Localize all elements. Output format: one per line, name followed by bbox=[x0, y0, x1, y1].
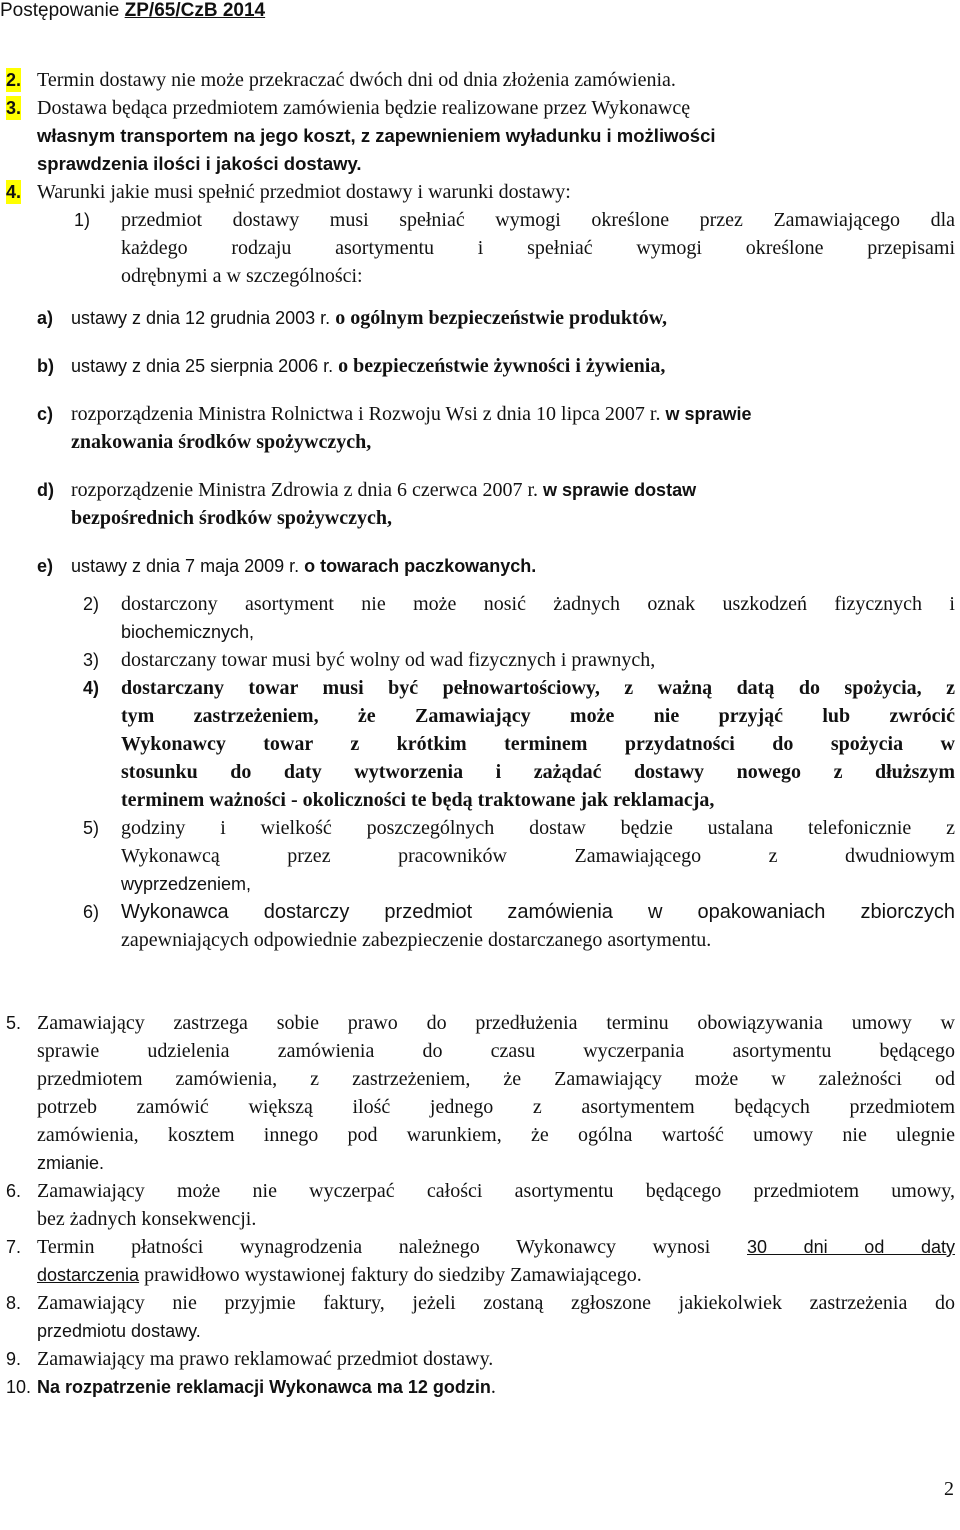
item-3-line-1: Dostawa będąca przedmiotem zamówienia będzie realizowane przez Wykonawcę bbox=[37, 97, 691, 119]
item-10-number: 10. bbox=[6, 1377, 32, 1397]
act-c-title-start: w sprawie bbox=[665, 404, 752, 424]
sub-4-line-5: terminem ważności - okoliczności te będą traktowane jak reklamacja, bbox=[121, 789, 715, 811]
sub-6-line-2: zapewniających odpowiednie zabezpieczenie dostarczanego asortymentu. bbox=[121, 929, 712, 951]
sub-4-line-4: stosunku do daty wytworzenia i zażądać dostawy nowego z dłuższym bbox=[121, 761, 955, 783]
sub-2-number: 2) bbox=[83, 594, 100, 614]
item-6-line-2: bez żadnych konsekwencji. bbox=[37, 1208, 257, 1230]
item-7-number: 7. bbox=[6, 1237, 22, 1257]
item-8-line-1: Zamawiający nie przyjmie faktury, jeżeli zostaną zgłoszone jakiekolwiek zastrzeżenia do bbox=[37, 1292, 955, 1314]
sub-3-number: 3) bbox=[83, 650, 100, 670]
act-e-title: o towarach paczkowanych. bbox=[304, 556, 537, 576]
item-5-line-4: potrzeb zamówić większą ilość jednego z asortymentem będących przedmiotem bbox=[37, 1096, 955, 1118]
payment-term-delivery: dostarczenia bbox=[37, 1265, 140, 1285]
item-5-line-2: sprawie udzielenia zamówienia do czasu wyczerpania asortymentu będącego bbox=[37, 1040, 955, 1062]
act-c-letter: c) bbox=[37, 404, 54, 424]
payment-term-days: 30 dni od daty bbox=[747, 1237, 955, 1257]
act-e-letter: e) bbox=[37, 556, 54, 576]
document-header bbox=[0, 0, 265, 22]
item-2-number: 2. bbox=[6, 70, 22, 90]
sub-2-line-1: dostarczony asortyment nie może nosić żadnych oznak uszkodzeń fizycznych i bbox=[121, 593, 955, 615]
page-number: 2 bbox=[944, 1478, 954, 1500]
item-6-number: 6. bbox=[6, 1181, 22, 1201]
sub-5-line-1: godziny i wielkość poszczególnych dostaw będzie ustalana telefonicznie z bbox=[121, 817, 955, 839]
sub-1-line-3: odrębnymi a w szczególności: bbox=[121, 265, 363, 287]
item-5-line-5: zamówienia, kosztem innego pod warunkiem, że ogólna wartość umowy nie ulegnie bbox=[37, 1124, 955, 1146]
act-d-citation: rozporządzenie Ministra Zdrowia z dnia 6 czerwca 2007 r. bbox=[71, 479, 544, 501]
act-b-letter: b) bbox=[37, 356, 54, 376]
item-8-number: 8. bbox=[6, 1293, 22, 1313]
act-e-citation: ustawy z dnia 7 maja 2009 r. bbox=[71, 556, 305, 576]
sub-5-line-3: wyprzedzeniem, bbox=[121, 874, 252, 894]
act-b-title: o bezpieczeństwie żywności i żywienia, bbox=[338, 355, 666, 377]
act-a-letter: a) bbox=[37, 308, 54, 328]
sub-1-line-1: przedmiot dostawy musi spełniać wymogi określone przez Zamawiającego dla bbox=[121, 209, 955, 231]
sub-2-line-2: biochemicznych, bbox=[121, 622, 255, 642]
act-c-title-line-2: znakowania środków spożywczych, bbox=[71, 431, 372, 453]
sub-5-line-2: Wykonawcą przez pracowników Zamawiającego z dwudniowym bbox=[121, 845, 955, 867]
header-prefix: Postępowanie bbox=[0, 0, 125, 21]
item-10-tail: . bbox=[490, 1376, 496, 1398]
sub-1-number: 1) bbox=[74, 210, 91, 230]
item-8-line-2: przedmiotu dostawy. bbox=[37, 1321, 201, 1341]
item-9-number: 9. bbox=[6, 1349, 22, 1369]
item-7-line-2: prawidłowo wystawionej faktury do siedziby Zamawiającego. bbox=[139, 1264, 642, 1286]
sub-4-line-1: dostarczany towar musi być pełnowartościowy, z ważną datą do spożycia, z bbox=[121, 677, 955, 699]
item-6-line-1: Zamawiający może nie wyczerpać całości asortymentu będącego przedmiotem umowy, bbox=[37, 1180, 955, 1202]
act-a-title: o ogólnym bezpieczeństwie produktów, bbox=[335, 307, 668, 329]
sub-6-number: 6) bbox=[83, 902, 100, 922]
act-c-citation: rozporządzenia Ministra Rolnictwa i Rozwoju Wsi z dnia 10 lipca 2007 r. bbox=[71, 403, 666, 425]
item-3-line-3: sprawdzenia ilości i jakości dostawy. bbox=[37, 153, 362, 174]
act-b-citation: ustawy z dnia 25 sierpnia 2006 r. bbox=[71, 356, 339, 376]
sub-4-line-3: Wykonawcy towar z krótkim terminem przydatności do spożycia w bbox=[121, 733, 955, 755]
sub-6-line-1: Wykonawca dostarczy przedmiot zamówienia w opakowaniach zbiorczych bbox=[121, 901, 955, 923]
sub-1-line-2: każdego rodzaju asortymentu i spełniać wymogi określone przepisami bbox=[121, 237, 955, 259]
item-9-text: Zamawiający ma prawo reklamować przedmiot dostawy. bbox=[37, 1348, 494, 1370]
sub-5-number: 5) bbox=[83, 818, 100, 838]
item-5-line-6: zmianie. bbox=[37, 1153, 105, 1173]
act-d-title-start: w sprawie dostaw bbox=[543, 480, 697, 500]
act-d-title-line-2: bezpośrednich środków spożywczych, bbox=[71, 507, 392, 529]
item-5-line-1: Zamawiający zastrzega sobie prawo do przedłużenia terminu obowiązywania umowy w bbox=[37, 1012, 955, 1034]
item-10-text: Na rozpatrzenie reklamacji Wykonawca ma 12 godzin bbox=[37, 1377, 491, 1397]
item-4-text: Warunki jakie musi spełnić przedmiot dostawy i warunki dostawy: bbox=[37, 181, 571, 203]
item-5-number: 5. bbox=[6, 1013, 22, 1033]
payment-term-text: Termin płatności wynagrodzenia należnego Wykonawcy wynosi bbox=[37, 1236, 747, 1258]
procedure-code: ZP/65/CzB 2014 bbox=[124, 0, 266, 21]
sub-3-text: dostarczany towar musi być wolny od wad fizycznych i prawnych, bbox=[121, 649, 656, 671]
item-7-line-1 bbox=[37, 1235, 955, 1259]
item-3-number: 3. bbox=[6, 98, 22, 118]
sub-4-line-2: tym zastrzeżeniem, że Zamawiający może nie przyjąć lub zwrócić bbox=[121, 705, 955, 727]
item-5-line-3: przedmiotem zamówienia, z zastrzeżeniem, że Zamawiający może w zależności od bbox=[37, 1068, 955, 1090]
item-3-line-2: własnym transportem na jego koszt, z zapewnieniem wyładunku i możliwości bbox=[37, 125, 716, 146]
item-4-number: 4. bbox=[6, 182, 22, 202]
sub-4-number: 4) bbox=[83, 678, 100, 698]
act-a-citation: ustawy z dnia 12 grudnia 2003 r. bbox=[71, 308, 336, 328]
act-d-letter: d) bbox=[37, 480, 54, 500]
item-2-text: Termin dostawy nie może przekraczać dwóch dni od dnia złożenia zamówienia. bbox=[37, 69, 676, 91]
